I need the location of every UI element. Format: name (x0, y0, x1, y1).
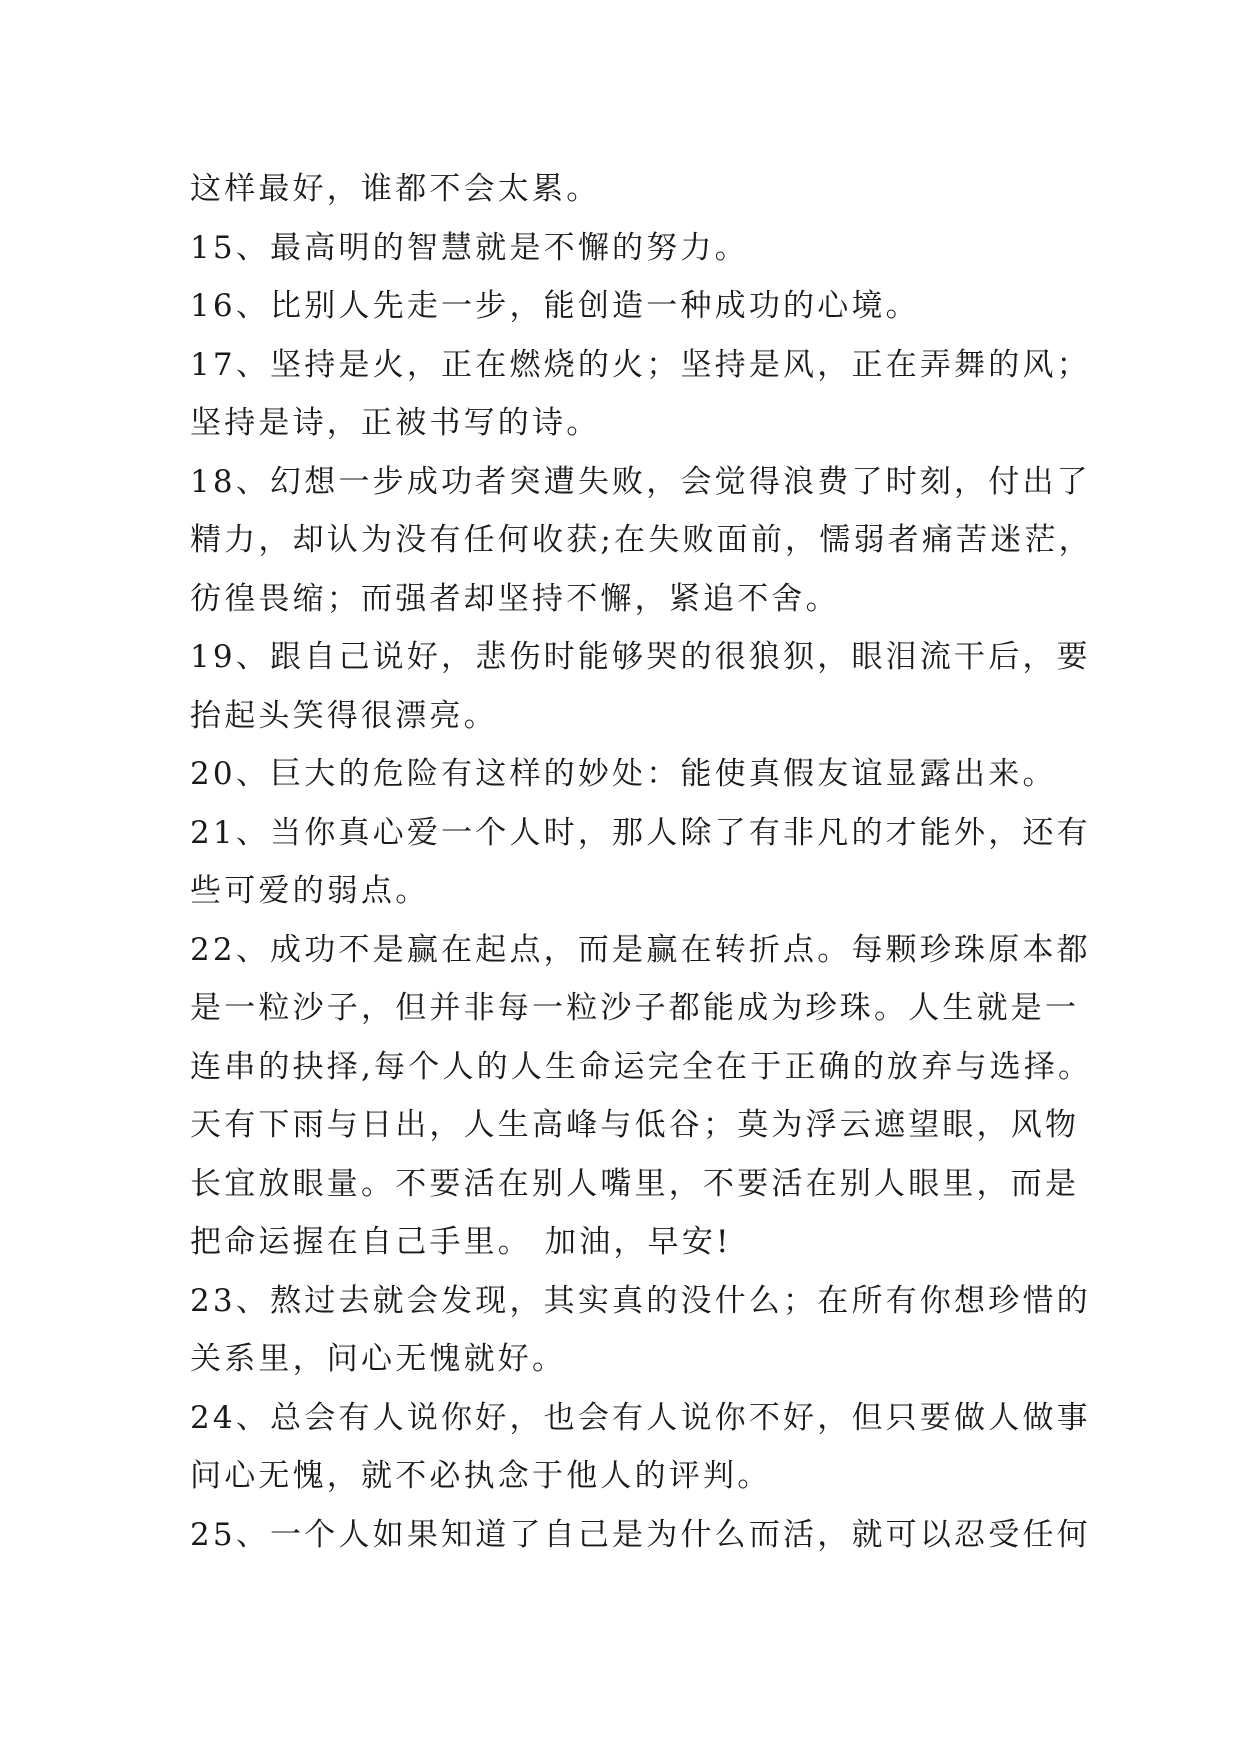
text-line: 天有下雨与日出，人生高峰与低谷；莫为浮云遮望眼，风物 (190, 1107, 1080, 1143)
text-line: 16、比别人先走一步，能创造一种成功的心境。 (190, 288, 920, 324)
text-line: 连串的抉择,每个人的人生命运完全在于正确的放弃与选择。 (190, 1048, 1093, 1085)
text-line: 19、跟自己说好，悲伤时能够哭的很狼狈，眼泪流干后，要 (190, 639, 1091, 675)
text-line: 些可爱的弱点。 (190, 873, 430, 909)
text-line: 20、巨大的危险有这样的妙处：能使真假友谊显露出来。 (190, 756, 1057, 792)
text-line: 坚持是诗，正被书写的诗。 (190, 405, 601, 441)
text-line: 15、最高明的智慧就是不懈的努力。 (190, 229, 749, 266)
document-body (190, 160, 1093, 1564)
text-line: 23、熬过去就会发现，其实真的没什么；在所有你想珍惜的 (190, 1282, 1091, 1319)
text-line: 抬起头笑得很漂亮。 (190, 697, 498, 734)
text-line: 把命运握在自己手里。 加油，早安! (190, 1224, 732, 1260)
text-line: 18、幻想一步成功者突遭失败，会觉得浪费了时刻，付出了 (190, 463, 1091, 500)
text-line: 17、坚持是火，正在燃烧的火；坚持是风，正在弄舞的风； (190, 346, 1091, 383)
text-line: 是一粒沙子，但并非每一粒沙子都能成为珍珠。人生就是一 (190, 990, 1080, 1026)
text-line: 精力，却认为没有任何收获;在失败面前，懦弱者痛苦迷茫， (190, 522, 1093, 558)
text-line: 21、当你真心爱一个人时，那人除了有非凡的才能外，还有 (190, 814, 1091, 851)
text-line: 问心无愧，就不必执念于他人的评判。 (190, 1458, 772, 1494)
text-line: 长宜放眼量。不要活在别人嘴里，不要活在别人眼里，而是 (190, 1165, 1080, 1202)
text-line: 25、一个人如果知道了自己是为什么而活，就可以忍受任何 (190, 1516, 1091, 1553)
text-line: 关系里，问心无愧就好。 (190, 1341, 567, 1377)
text-line: 22、成功不是赢在起点，而是赢在转折点。每颗珍珠原本都 (190, 931, 1091, 968)
text-line: 彷徨畏缩；而强者却坚持不懈，紧追不舍。 (190, 580, 840, 617)
text-line: 这样最好，谁都不会太累。 (190, 171, 601, 207)
text-line: 24、总会有人说你好，也会有人说你不好，但只要做人做事 (190, 1399, 1091, 1436)
